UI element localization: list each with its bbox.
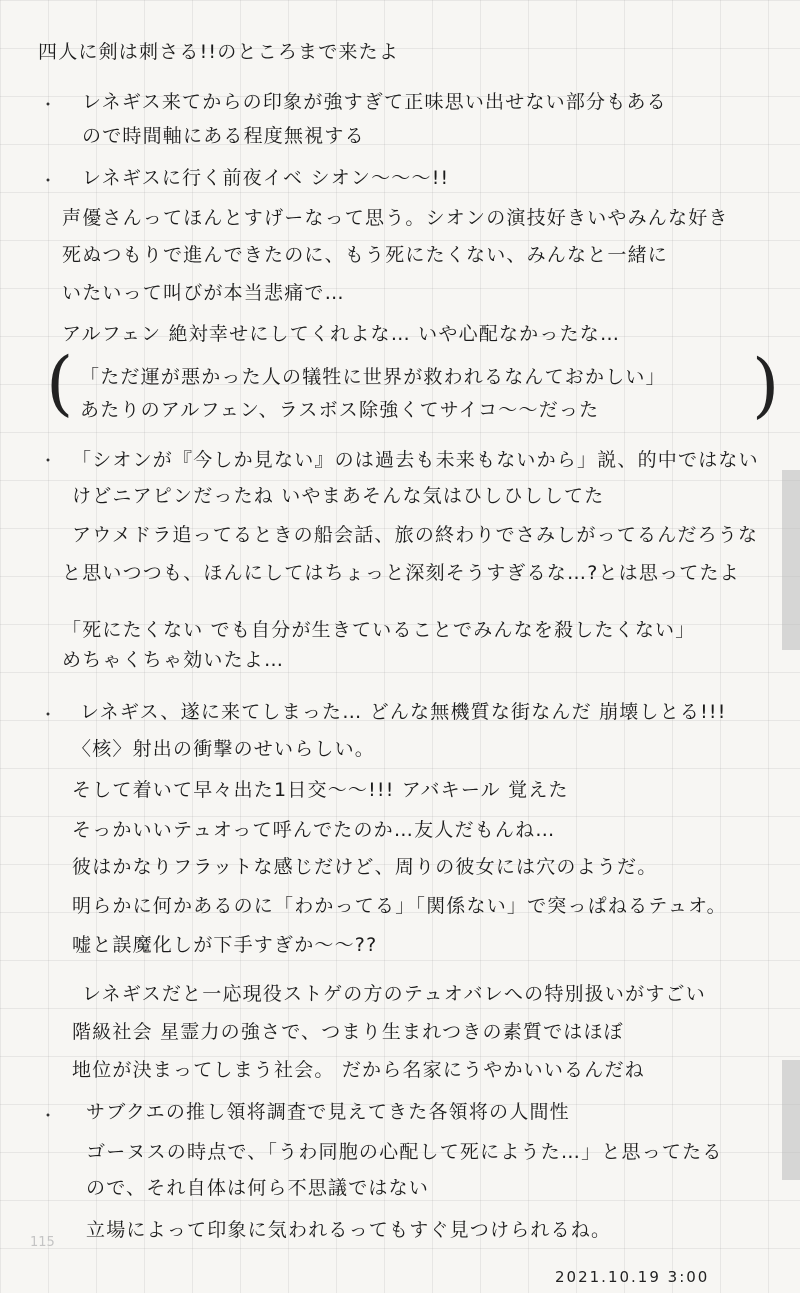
open-bracket: ( — [46, 342, 74, 424]
note-line: 「死にたくない でも自分が生きていることでみんなを殺したくない」 — [62, 619, 696, 641]
page-number: 115 — [30, 1235, 55, 1250]
note-line: サブクエの推し領将調査で見えてきた各領将の人間性 — [86, 1101, 570, 1123]
note-line: ので、それ自体は何ら不思議ではない — [86, 1177, 430, 1199]
note-line: 「ただ運が悪かった人の犠牲に世界が救われるなんておかしい」 — [80, 366, 666, 388]
note-line: 明らかに何かあるのに「わかってる」「関係ない」で突っぱねるテュオ。 — [72, 895, 727, 917]
note-line: ゴーヌスの時点で、「うわ同胞の心配して死にようた…」と思ってたる — [86, 1141, 723, 1163]
note-line: そして着いて早々出た1日交〜〜!!! アバキール 覚えた — [72, 779, 569, 801]
note-line: ので時間軸にある程度無視する — [82, 125, 365, 147]
note-line: いたいって叫びが本当悲痛で… — [62, 282, 345, 304]
note-line: 彼はかなりフラットな感じだけど、周りの彼女には穴のようだ。 — [72, 856, 658, 878]
page-edge-shadow — [782, 470, 800, 650]
note-line: そっかいいテュオって呼んでたのか…友人だもんね… — [72, 819, 556, 841]
note-line: アルフェン 絶対幸せにしてくれよな… いや心配なかったな… — [62, 323, 621, 345]
note-line: 階級社会 星霊力の強さで、つまり生まれつきの素質ではほぼ — [72, 1021, 624, 1043]
note-line: 四人に剣は刺さる!!のところまで来たよ — [38, 41, 400, 63]
note-line: 「シオンが『今しか見ない』のは過去も未来もないから」説、的中ではない — [72, 449, 759, 471]
timestamp: 2021.10.19 3:00 — [555, 1268, 710, 1286]
note-line: めちゃくちゃ効いたよ… — [62, 649, 285, 671]
note-line: あたりのアルフェン、ラスボス除強くてサイコ〜〜だった — [80, 399, 600, 421]
note-line: レネギスに行く前夜イベ シオン〜〜〜!! — [82, 167, 450, 189]
bullet-dot: ・ — [40, 171, 57, 190]
bullet-dot: ・ — [40, 451, 57, 470]
note-line: けどニアピンだったね いやまあそんな気はひしひししてた — [72, 485, 605, 507]
note-line: レネギス、遂に来てしまった… どんな無機質な街なんだ 崩壊しとる!!! — [80, 701, 727, 723]
bullet-dot: ・ — [40, 705, 57, 724]
note-line: レネギスだと一応現役ストゲの方のテュオバレへの特別扱いがすごい — [82, 983, 706, 1005]
page-edge-shadow — [782, 1060, 800, 1180]
note-line: と思いつつも、ほんにしてはちょっと深刻そうすぎるな…?とは思ってたよ — [62, 562, 740, 584]
note-line: 立場によって印象に気われるってもすぐ見つけられるね。 — [86, 1219, 612, 1241]
note-line: レネギス来てからの印象が強すぎて正味思い出せない部分もある — [82, 91, 667, 113]
bullet-dot: ・ — [40, 95, 57, 114]
close-bracket: ) — [752, 344, 780, 426]
note-line: 声優さんってほんとすげーなって思う。シオンの演技好きいやみんな好き — [62, 207, 729, 229]
note-line: アウメドラ追ってるときの船会話、旅の終わりでさみしがってるんだろうな — [72, 524, 759, 546]
bullet-dot: ・ — [40, 1106, 57, 1125]
note-line: 死ぬつもりで進んできたのに、もう死にたくない、みんなと一緒に — [62, 244, 669, 266]
note-line: 〈核〉射出の衝撃のせいらしい。 — [72, 738, 376, 760]
note-line: 地位が決まってしまう社会。 だから名家にうやかいいるんだね — [72, 1059, 645, 1081]
note-line: 嘘と誤魔化しが下手すぎか〜〜?? — [72, 934, 378, 956]
